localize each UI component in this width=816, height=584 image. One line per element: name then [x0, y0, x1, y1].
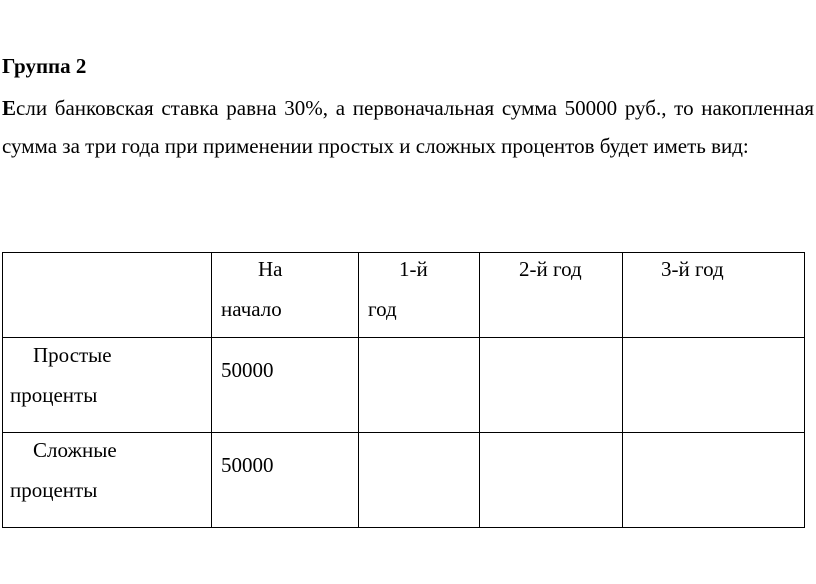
cell-simple-start: 50000	[212, 338, 359, 433]
row-label-compound-line1: Сложные	[33, 438, 117, 462]
header-cell-year1	[359, 253, 480, 338]
row-label-simple-line2: проценты	[10, 383, 98, 407]
cell-simple-year1	[359, 338, 480, 433]
problem-text: сли банковская ставка равна 30%, а первоначальная сумма 50000 руб., то накопленная сумма за три года при применении простых и сложных процентов будет иметь вид:	[2, 96, 814, 158]
row-label-simple	[3, 338, 212, 433]
cell-compound-start: 50000	[212, 433, 359, 528]
cell-simple-year3	[623, 338, 805, 433]
row-label-compound	[3, 433, 212, 528]
cell-compound-year2	[480, 433, 623, 528]
row-label-simple-line1: Простые	[33, 343, 112, 367]
cell-compound-year3	[623, 433, 805, 528]
header-cell-start	[212, 253, 359, 338]
header-year3-label: 3-й год	[661, 257, 724, 281]
header-start-line2: начало	[221, 297, 282, 321]
header-year1-line1: 1-й	[399, 257, 428, 281]
header-cell-year3	[623, 253, 805, 338]
problem-statement	[2, 89, 814, 165]
table-header-row	[3, 253, 805, 338]
cell-simple-year2	[480, 338, 623, 433]
section-heading: Группа 2	[2, 54, 87, 78]
row-label-compound-line2: проценты	[10, 478, 98, 502]
header-year2-label: 2-й год	[519, 257, 582, 281]
drop-letter: Е	[2, 96, 17, 120]
header-year1-line2: год	[368, 297, 397, 321]
header-cell-year2	[480, 253, 623, 338]
table-row	[3, 433, 805, 528]
cell-compound-year1	[359, 433, 480, 528]
interest-table	[2, 252, 805, 528]
table-row	[3, 338, 805, 433]
header-corner-cell	[3, 253, 212, 338]
header-start-line1: На	[258, 257, 283, 281]
